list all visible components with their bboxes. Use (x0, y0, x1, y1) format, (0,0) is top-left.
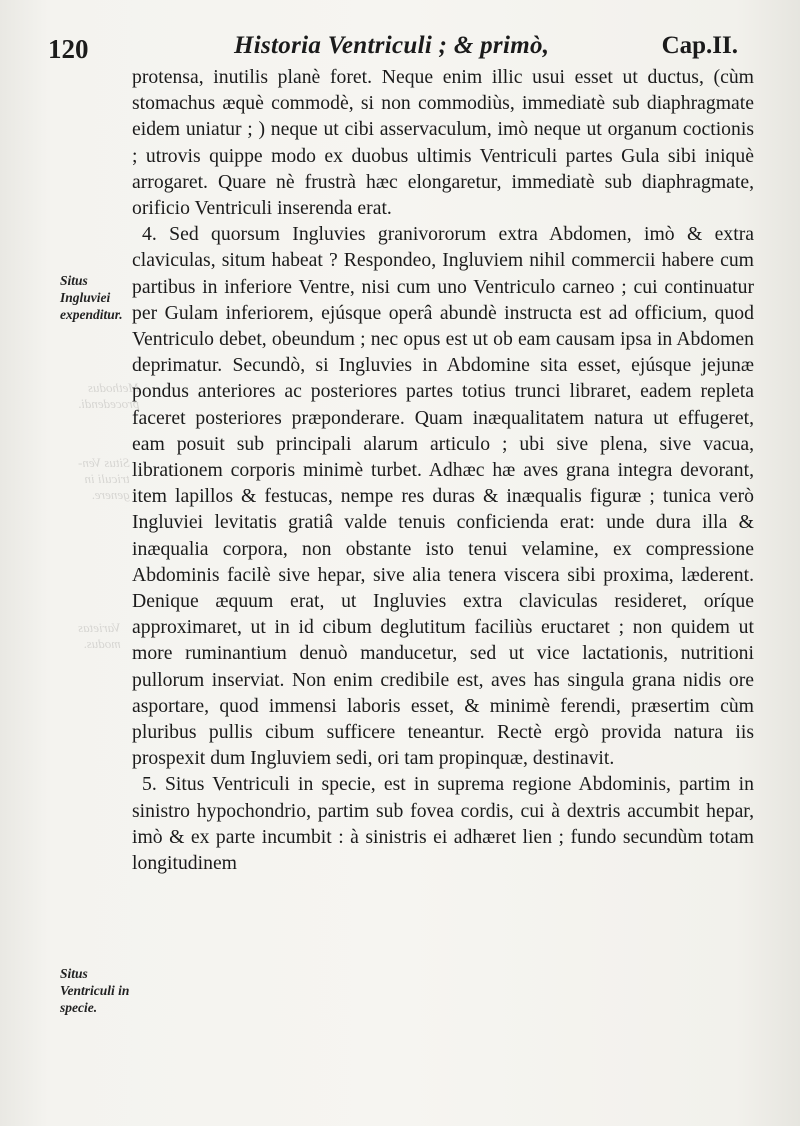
bleed-through-text: Methodus procedendi. (78, 380, 140, 411)
paragraph-number: 5. (142, 773, 157, 796)
paragraph (132, 221, 754, 771)
body-text (132, 64, 754, 876)
paragraph-text: Situs Ventriculi in specie, est in suprema regione Abdominis, partim in sinistro hypochondrio, partim sub fovea cordis, cui à dextris accumbit hepar, imò & ex parte incumbit : à sinistris ei adhæret lien ; fundo secundùm totam longitudinem (132, 773, 754, 875)
running-title: Historia Ventriculi ; & primò, (234, 32, 550, 59)
paragraph (132, 64, 754, 221)
page-number: 120 (48, 34, 89, 64)
page-header (48, 28, 738, 68)
paragraph (132, 771, 754, 876)
bleed-through-text: Situs Ven- triculi in genere. (78, 455, 130, 502)
chapter-label: Cap.II. (661, 32, 738, 59)
margin-note: Situs Ingluviei expenditur. (60, 273, 123, 322)
paragraph-number: 4. (142, 223, 157, 246)
paragraph-text: Sed quorsum Ingluvies granivororum extra Abdomen, imò & extra claviculas, situm habeat ? Respondeo, Ingluviem nihil commercii habere cum partibus in inferiore Ventre, nisi cum uno Ventriculo carneo ; cui continuatur per Gulam inferiorem, ejúsque operâ abundè instructa est ad officium, quod Ventriculo debet, obeundum ; nec opus est ut ob eam causam ipsa in Abdomen deprimatur. Secundò, si Ingluvies in Abdomine sita esset, ejúsque jejunæ pondus anteriores ac posteriores partes totius trunci libraret, eadem repleta faceret posteriores præponderare. Quam inæqualitatem natura ut effugeret, eam posuit sub principali alarum articulo ; ubi sive plena, sive vacua, librationem corporis minimè turbet. Adhæc hæ aves grana integra devorant, item lapillos & festucas, nempe res duras & inæqualis figuræ ; tunica verò Ingluviei levitatis gratiâ valde tenuis conficienda erat: unde dura illa & inæqualia corpora, non obstante isto tenui velamine, ex compressione Abdominis facilè sive hepar, sive alia tenera viscera sibi proxima, læderent. Denique æquum erat, ut Ingluvies extra claviculas resideret, oríque approximaret, ut in id cibum deglutitum faciliùs eructaret ; non quidem ut more ruminantium denuò manducetur, sed ut vice lactationis, nutritioni pullorum inserviat. Non enim credibile est, aves has singula grana nidis ore asportare, quod immensi laboris esset, & minimè ferendi, præsertim cùm pluribus pullis cibum sufficere teneantur. Rectè ergò provida natura iis prospexit dum Ingluviem sedi, ori tam propinquæ, destinavit. (132, 223, 755, 770)
bleed-through-text: Varietas modus. (78, 620, 121, 651)
margin-note: Situs Ventriculi in specie. (60, 966, 130, 1015)
paragraph-text: protensa, inutilis planè foret. Neque enim illic usui esset ut ductus, (cùm stomachus æquè commodè, si non commodiùs, immediatè sub diaphragmate eidem uniatur ; ) neque ut cibi asservaculum, imò neque ut organum coctionis ; utrovis quippe modo ex duobus ultimis Ventriculi partes Gula sibi iniquè arrogaret. Quare nè frustrà hæc elongaretur, immediatè sub diaphragmate, orificio Ventriculi inserenda erat. (132, 66, 754, 220)
